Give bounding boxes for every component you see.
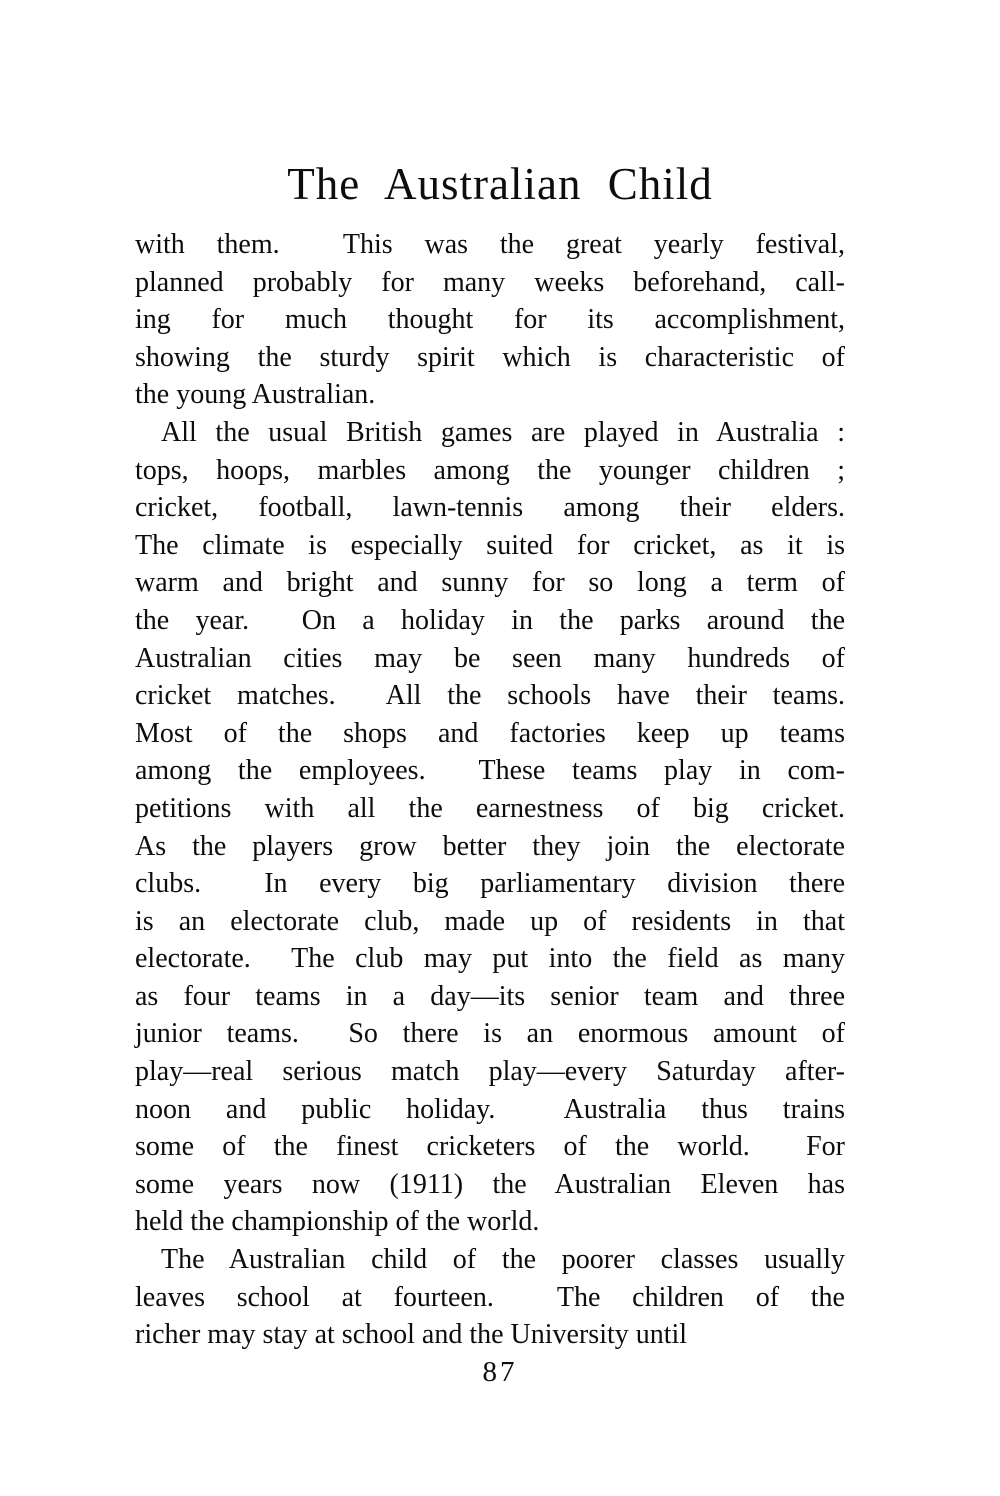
text-line: held the championship of the world. — [135, 1206, 540, 1238]
text-line: play—real serious match play—every Saturday after- — [135, 1056, 845, 1088]
text-line: cricket matches. All the schools have their teams. — [135, 680, 845, 712]
text-line: cricket, football, lawn-tennis among their elders. — [135, 492, 845, 524]
text-line: clubs. In every big parliamentary division there — [135, 868, 845, 900]
text-line: as four teams in a day—its senior team and three — [135, 980, 845, 1012]
text-line: petitions with all the earnestness of big cricket. — [135, 792, 845, 824]
text-line: with them. This was the great yearly festival, — [135, 229, 845, 260]
text-line: junior teams. So there is an enormous amount of — [135, 1018, 845, 1050]
text-line: Australian cities may be seen many hundreds of — [135, 642, 845, 674]
text-line: warm and bright and sunny for so long a term of — [135, 567, 845, 599]
paragraph — [135, 1241, 845, 1354]
text-line: ing for much thought for its accomplishment, — [135, 304, 845, 336]
body-text — [135, 226, 845, 1354]
text-line: electorate. The club may put into the field as many — [135, 943, 845, 975]
text-line: some of the finest cricketers of the world. For — [135, 1131, 845, 1163]
text-line: Most of the shops and factories keep up teams — [135, 717, 845, 749]
text-line: tops, hoops, marbles among the younger children ; — [135, 454, 845, 486]
text-line: All the usual British games are played in Australia : — [161, 416, 845, 448]
text-line: some years now (1911) the Australian Eleven has — [135, 1168, 845, 1200]
text-line: planned probably for many weeks beforehand, call- — [135, 266, 845, 298]
paragraph — [135, 414, 845, 1241]
text-line: among the employees. These teams play in com- — [135, 755, 845, 787]
text-line: is an electorate club, made up of residents in that — [135, 905, 845, 937]
text-line: richer may stay at school and the University until — [135, 1319, 688, 1351]
text-line: As the players grow better they join the electorate — [135, 830, 845, 862]
page-title: The Australian Child — [287, 159, 713, 209]
text-line: showing the sturdy spirit which is characteristic of — [135, 341, 845, 373]
text-line: the year. On a holiday in the parks around the — [135, 604, 845, 636]
text-line: noon and public holiday. Australia thus trains — [135, 1093, 845, 1125]
paragraph — [135, 226, 845, 414]
text-line: The Australian child of the poorer classes usually — [161, 1244, 845, 1276]
page-number: 87 — [482, 1356, 518, 1388]
text-line: The climate is especially suited for cricket, as it is — [135, 529, 845, 561]
text-line: the young Australian. — [135, 379, 376, 411]
text-line: leaves school at fourteen. The children of the — [135, 1281, 845, 1313]
